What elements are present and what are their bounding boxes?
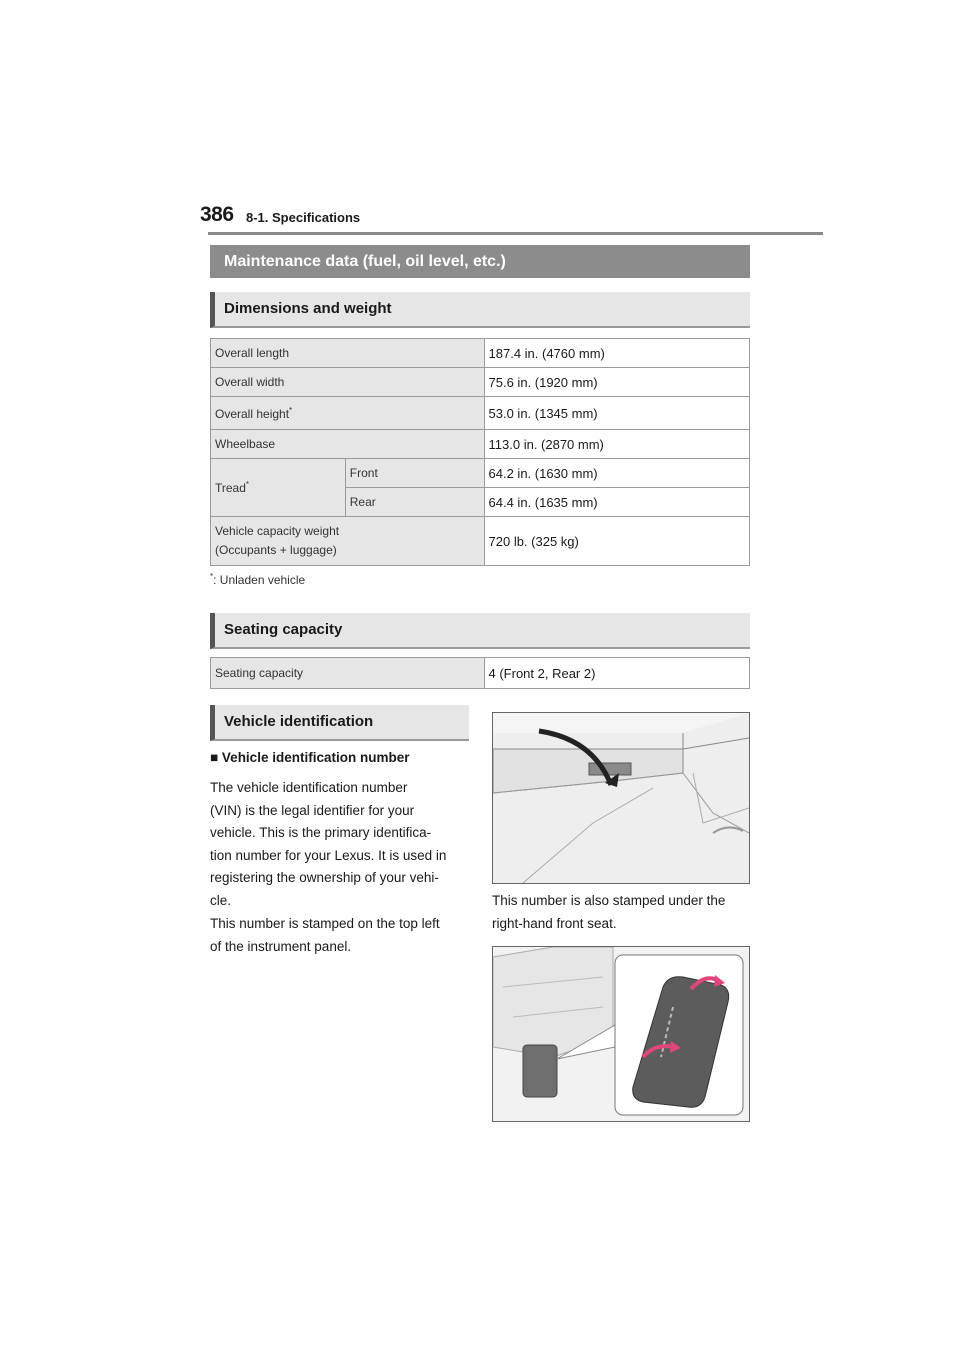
tread-front-value: 64.2 in. (1630 mm) [484,459,749,488]
vin-paragraph-2 [210,913,472,958]
dimensions-table [210,338,750,566]
table-row [211,368,750,397]
table-row [211,339,750,368]
chapter-title: 8-1. Specifications [246,210,361,225]
header-rule [208,232,823,235]
footnote-asterisk: * [289,405,293,415]
paragraph-line: (VIN) is the legal identifier for your [210,802,415,818]
overall-height-cell [211,397,485,430]
paragraph-line: This number is stamped on the top left [210,916,440,931]
overall-width-value: 75.6 in. (1920 mm) [484,368,749,397]
paragraph-line: The vehicle identification number [210,780,408,795]
tread-front-label: Front [345,459,484,488]
vehicle-id-title: Vehicle identification [210,705,469,741]
dimensions-title: Dimensions and weight [210,292,750,328]
instrument-panel-drawing [493,713,749,883]
table-row [211,658,750,689]
caption-line: This number is also stamped under the [492,893,726,908]
paragraph-line: vehicle. This is the primary identifica- [210,825,432,840]
instrument-panel-illustration [492,712,750,884]
table-row [211,459,750,488]
table-row [211,397,750,430]
capacity-weight-label [211,517,485,566]
overall-length-value: 187.4 in. (4760 mm) [484,339,749,368]
seat-vin-cover [523,1045,557,1097]
page-number: 386 [200,203,234,226]
capacity-weight-label-line1: Vehicle capacity weight [215,524,340,538]
capacity-weight-value: 720 lb. (325 kg) [484,517,749,566]
table-row [211,517,750,566]
footnote-text: : Unladen vehicle [213,573,306,587]
vin-heading [210,750,409,765]
vin-plate [589,763,631,775]
tread-rear-label: Rear [345,488,484,517]
tread-label: Tread [215,481,246,495]
footnote-asterisk: * [245,480,250,489]
overall-width-label: Overall width [211,368,485,397]
capacity-weight-label-line2: (Occupants + luggage) [215,543,337,557]
wheelbase-label: Wheelbase [211,430,485,459]
caption-line: right-hand front seat. [492,915,617,931]
wheelbase-value: 113.0 in. (2870 mm) [484,430,749,459]
seat-caption [492,890,752,935]
table-row [211,430,750,459]
seating-capacity-value: 4 (Front 2, Rear 2) [484,658,750,689]
overall-height-value: 53.0 in. (1345 mm) [484,397,749,430]
tread-cell [211,459,346,517]
paragraph-line: of the instrument panel. [210,938,352,954]
paragraph-line: registering the ownership of your vehi- [210,870,439,885]
under-seat-illustration [492,946,750,1122]
under-seat-drawing [493,947,749,1121]
paragraph-line: cle. [210,892,232,908]
paragraph-line: tion number for your Lexus. It is used in [210,847,447,863]
overall-height-label: Overall height [215,406,290,421]
vin-heading-text: Vehicle identification number [221,750,410,765]
bullet-square: ■ [210,750,219,765]
footnote-mark: * [210,572,214,581]
seating-title: Seating capacity [210,613,750,649]
tread-rear-value: 64.4 in. (1635 mm) [484,488,749,517]
vin-paragraph-1 [210,777,472,912]
main-section-title: Maintenance data (fuel, oil level, etc.) [210,245,750,278]
overall-length-label: Overall length [211,339,485,368]
seating-capacity-label: Seating capacity [211,658,485,689]
seating-table [210,657,750,689]
footnote [210,572,305,587]
